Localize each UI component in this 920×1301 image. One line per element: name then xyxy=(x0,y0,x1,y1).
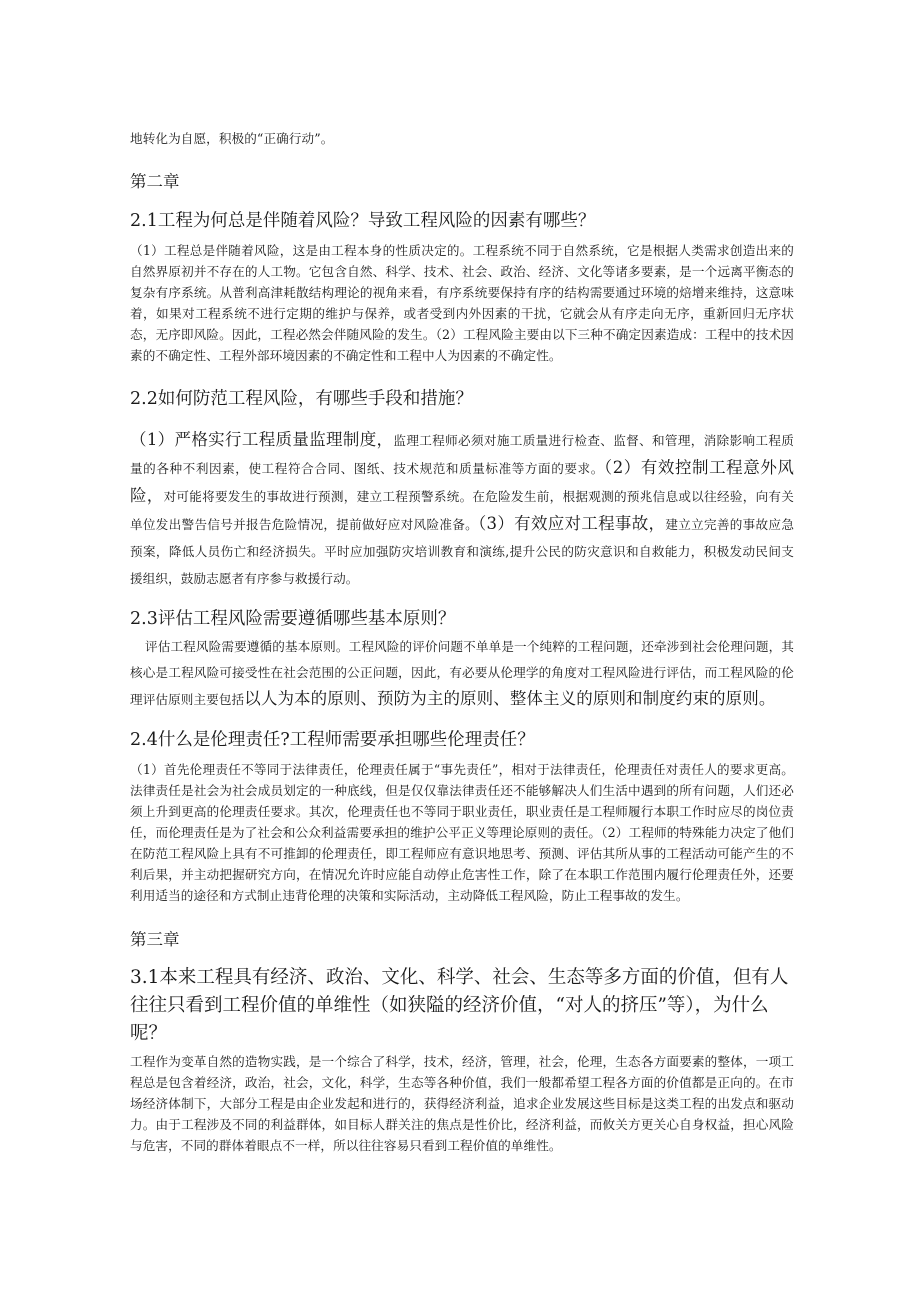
question-3-1-answer: 工程作为变革自然的造物实践，是一个综合了科学，技术，经济，管理，社会，伦理，生态各方面要素的整体，一项工程总是包含着经济，政治，社会，文化，科学，生态等各种价值，我们一般都希望工程各方面的价值都是正向的。在市场经济体制下，大部分工程是由企业发起和进行的，获得经济利益，追求企业发展这些目标是这类工程的出发点和驱动力。由于工程涉及不同的利益群体，如目标人群关注的焦点是性价比，经济利益，而攸关方更关心自身权益，担心风险与危害，不同的群体着眼点不一样，所以往往容易只看到工程价值的单维性。 xyxy=(130,1054,794,1153)
question-2-2-title: 2.2如何防范工程风险，有哪些手段和措施？ xyxy=(130,389,473,409)
measure-3-heading: （3）有效应对工程事故， xyxy=(478,514,666,533)
top-fragment: 地转化为自愿，积极的“正确行动”。 xyxy=(130,131,334,146)
question-2-1-title: 2.1工程为何总是伴随着风险？导致工程风险的因素有哪些？ xyxy=(130,211,596,231)
question-3-1-title: 3.1本来工程具有经济、政治、文化、科学、社会、生态等多方面的价值，但有人往往只看到工程价值的单维性（如狭隘的经济价值，“对人的挤压”等），为什么呢？ xyxy=(130,967,789,1044)
principles-list: 以人为本的原则、预防为主的原则、整体主义的原则和制度约束的原则。 xyxy=(244,689,776,708)
question-2-3-title: 2.3评估工程风险需要遵循哪些基本原则？ xyxy=(130,609,456,629)
measure-2-text: 对可能将要发生的事故进行预测，建立工程预警系统。在危险发生前，根据观测的预兆信息或以往经验，向有关单位发出警告信号并报告危险情况，提前做好应对风险准备。 xyxy=(130,489,795,532)
chapter-three-heading: 第三章 xyxy=(130,930,180,949)
question-2-3-answer xyxy=(130,634,794,713)
measure-3-text: 建立立完善的事故应急预案，降低人员伤亡和经济损失。平时应加强防灾培训教育和演练,提升公民的防灾意识和自救能力，积极发动民间支援组织，鼓励志愿者有序参与救援行动。 xyxy=(130,517,795,586)
document-page xyxy=(130,128,794,1156)
question-2-4-answer: （1）首先伦理责任不等同于法律责任，伦理责任属于“事先责任”，相对于法律责任，伦理责任对责任人的要求更高。法律责任是社会为社会成员划定的一种底线，但是仅仅靠法律责任还不能够解决人们生活中遇到的所有问题，人们还必须上升到更高的伦理责任要求。其次，伦理责任也不等同于职业责任，职业责任是工程师履行本职工作时应尽的岗位责任，而伦理责任是为了社会和公众利益需要承担的维护公平正义等理论原则的责任。（2）工程师的特殊能力决定了他们在防范工程风险上具有不可推卸的伦理责任，即工程师应有意识地思考、预测、评估其所从事的工程活动可能产生的不利后果，并主动把握研究方向，在情况允许时应能自动停止危害性工作，除了在本职工作范围内履行伦理责任外，还要利用适当的途径和方式制止违背伦理的决策和实际活动，主动降低工程风险，防止工程事故的发生。 xyxy=(130,762,794,903)
question-2-4-title: 2.4什么是伦理责任?工程师需要承担哪些伦理责任？ xyxy=(130,730,535,750)
question-2-3-text: 评估工程风险需要遵循的基本原则。工程风险的评价问题不单单是一个纯粹的工程问题，还牵涉到社会伦理问题，其核心是工程风险可接受性在社会范围的公正问题，因此，有必要从伦理学的角度对工程风险进行评估，而工程风险的伦理评估原则主要包括 xyxy=(130,639,794,707)
measure-2-heading: （2）有效控制工程意外风险， xyxy=(130,458,794,505)
measure-1-text: 监理工程师必须对施工质量进行检查、监督、和管理，消除影响工程质量的各种不利因素，使工程符合合同、图纸、技术规范和质量标准等方面的要求。 xyxy=(130,433,794,476)
chapter-two-heading: 第二章 xyxy=(130,172,180,191)
measure-1-heading: （1）严格实行工程质量监理制度， xyxy=(130,430,394,449)
question-2-1-answer: （1）工程总是伴随着风险，这是由工程本身的性质决定的。工程系统不同于自然系统，它是根据人类需求创造出来的自然界原初并不存在的人工物。它包含自然、科学、技术、社会、政治、经济、文化等诸多要素，是一个远离平衡态的复杂有序系统。从普利高津耗散结构理论的视角来看，有序系统要保持有序的结构需要通过环境的焙增来维持，这意味着，如果对工程系统不进行定期的维护与保养，或者受到内外因素的干扰，它就会从有序走向无序，重新回归无序状态，无序即风险。因此，工程必然会伴随风险的发生。（2）工程风险主要由以下三种不确定因素造成：工程中的技术因素的不确定性、工程外部环境因素的不确定性和工程中人为因素的不确定性。 xyxy=(130,243,794,363)
question-2-2-answer xyxy=(130,426,794,592)
